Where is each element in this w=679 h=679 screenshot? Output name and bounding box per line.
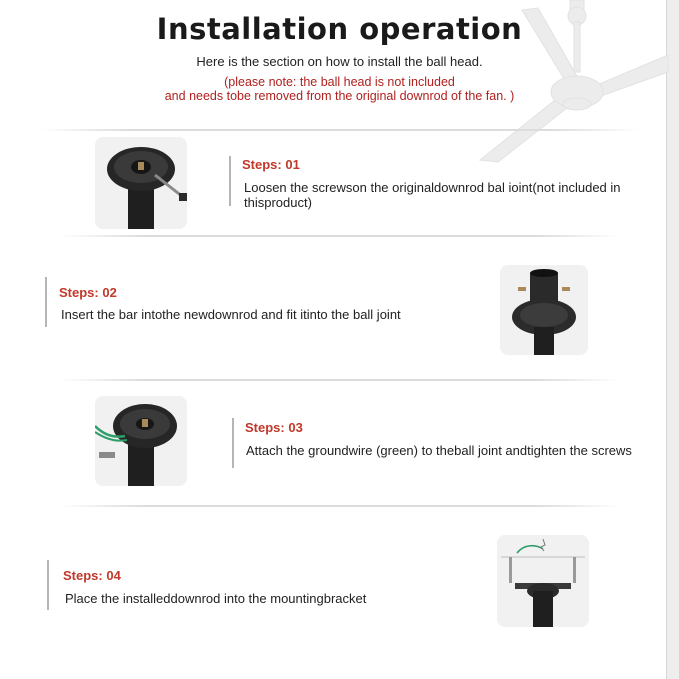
note-line-2: and needs tobe removed from the original downrod of the fan. ): [164, 89, 515, 103]
step-4-label: Steps: 04: [63, 568, 121, 583]
step-1-photo: [95, 137, 187, 229]
step-3-photo: [95, 396, 187, 486]
step-1-label: Steps: 01: [242, 157, 300, 172]
note-text: [0, 75, 679, 103]
page-subtitle: Here is the section on how to install the ball head.: [196, 54, 483, 69]
step-4-text: Place the installeddownrod into the mountingbracket: [65, 591, 367, 606]
divider: [60, 505, 620, 507]
step-4-photo: [497, 535, 589, 627]
step-3-text: Attach the groundwire (green) to theball joint andtighten the screws: [246, 443, 632, 458]
step-4-accent-bar: [47, 560, 49, 610]
step-3-accent-bar: [232, 418, 234, 468]
page-title: Installation operation: [156, 12, 523, 46]
divider: [60, 235, 620, 237]
divider: [40, 129, 640, 131]
step-3-label: Steps: 03: [245, 420, 303, 435]
step-1-text: Loosen the screwson the originaldownrod bal ioint(not included in thisproduct): [244, 180, 621, 210]
step-2-accent-bar: [45, 277, 47, 327]
divider: [60, 379, 620, 381]
step-2-photo: [500, 265, 588, 355]
step-2-label: Steps: 02: [59, 285, 117, 300]
note-line-1: (please note: the ball head is not included: [224, 75, 455, 89]
step-1-accent-bar: [229, 156, 231, 206]
step-2-text: Insert the bar intothe newdownrod and fit itinto the ball joint: [61, 307, 401, 322]
